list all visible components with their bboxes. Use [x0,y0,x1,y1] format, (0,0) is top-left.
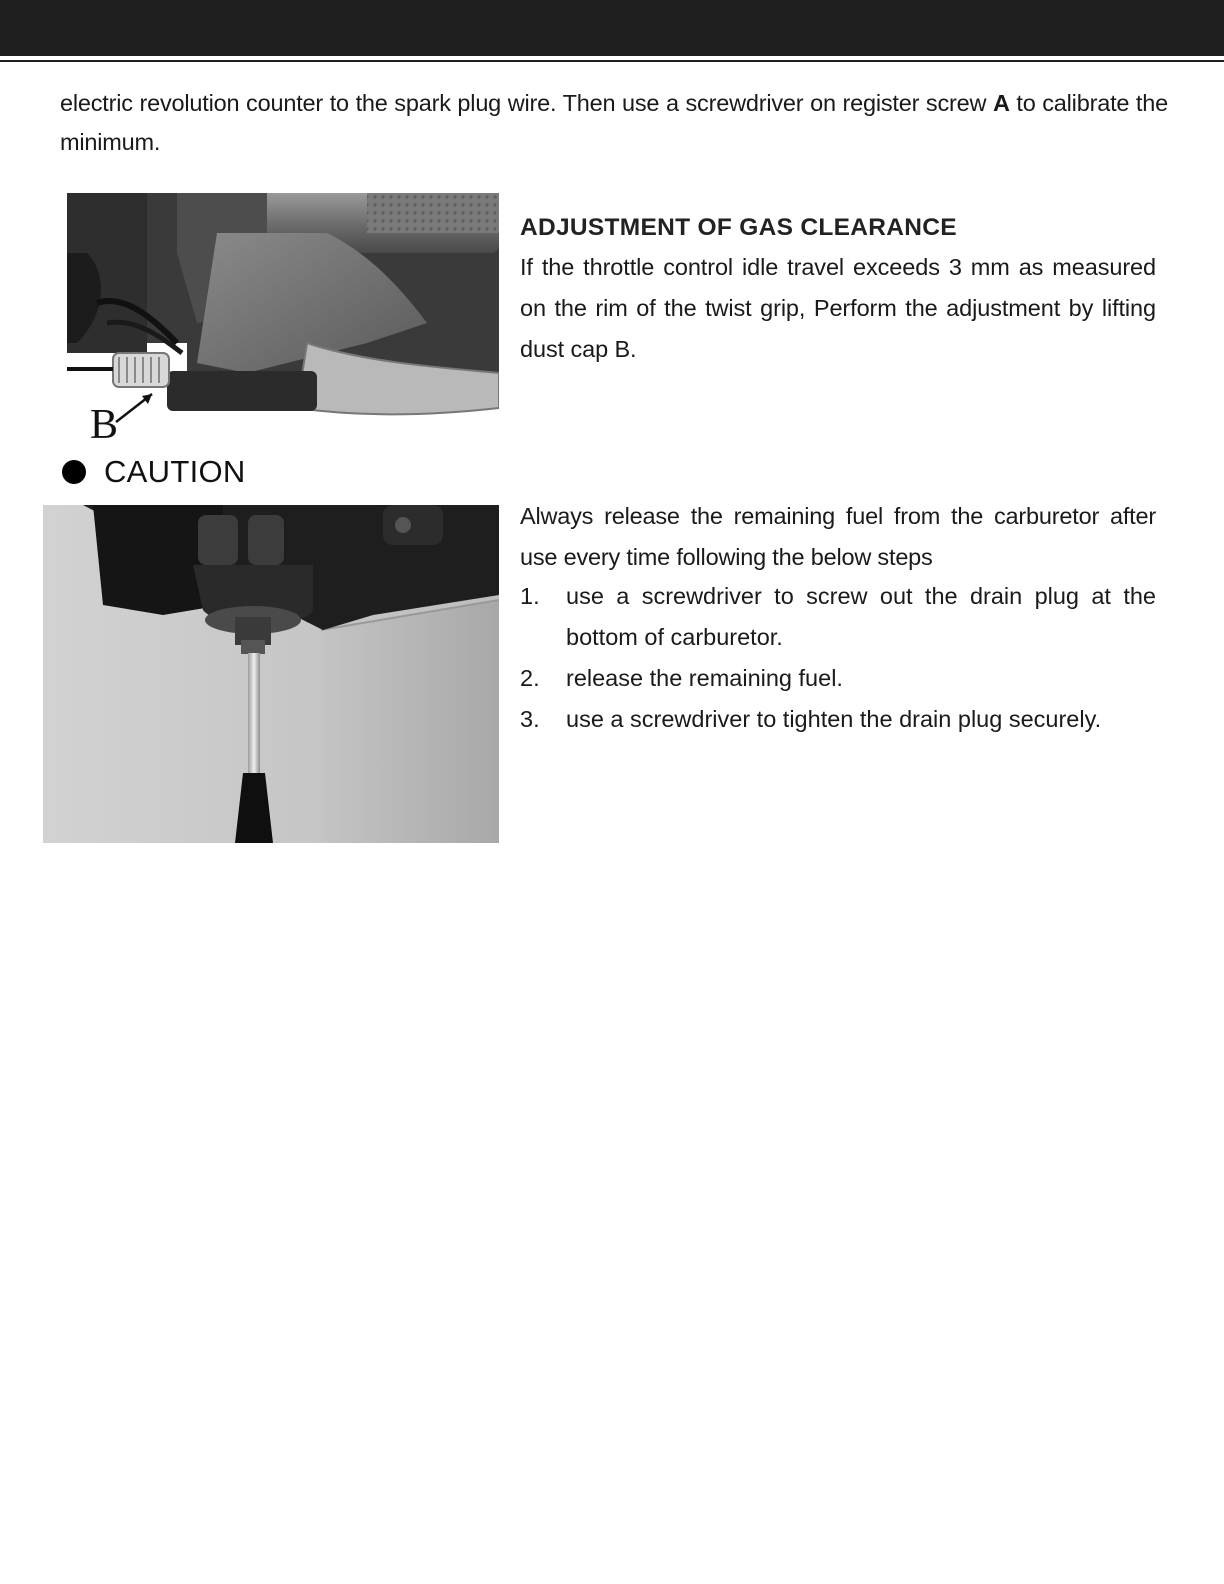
step-number: 2. [520,665,540,691]
caution-steps-list [520,576,1156,740]
step-text: use a screwdriver to tighten the drain plug securely. [566,706,1102,732]
intro-text-before: electric revolution counter to the spark plug wire. Then use a screwdriver on register screw [60,90,993,116]
header-rule [0,60,1224,62]
step-text: use a screwdriver to screw out the drain plug at the bottom of carburetor. [566,583,1156,650]
bullet-icon [62,460,86,484]
intro-bold-letter: A [992,90,1010,116]
caution-heading [62,452,246,492]
caution-label: CAUTION [104,454,246,489]
section-title-gas-clearance: ADJUSTMENT OF GAS CLEARANCE [520,214,957,241]
list-item [520,699,1156,740]
intro-paragraph [60,84,1168,162]
list-item [520,576,1156,658]
list-item [520,658,1156,699]
step-number: 3. [520,706,540,732]
callout-label-b: B [90,402,119,448]
intro-text-after: to calibrate the minimum. [60,90,1169,155]
gas-clearance-body: If the throttle control idle travel exceeds 3 mm as measured on the rim of the twist grip, Perform the adjustment by lifting dust cap B. [520,254,1156,362]
caution-intro: Always release the remaining fuel from the carburetor after use every time following the below steps [520,503,1156,570]
callout-arrow-icon [112,386,162,426]
header-bar [0,0,1224,56]
step-text: release the remaining fuel. [566,665,843,691]
step-number: 1. [520,583,540,609]
carburetor-drain-photo [43,505,499,843]
